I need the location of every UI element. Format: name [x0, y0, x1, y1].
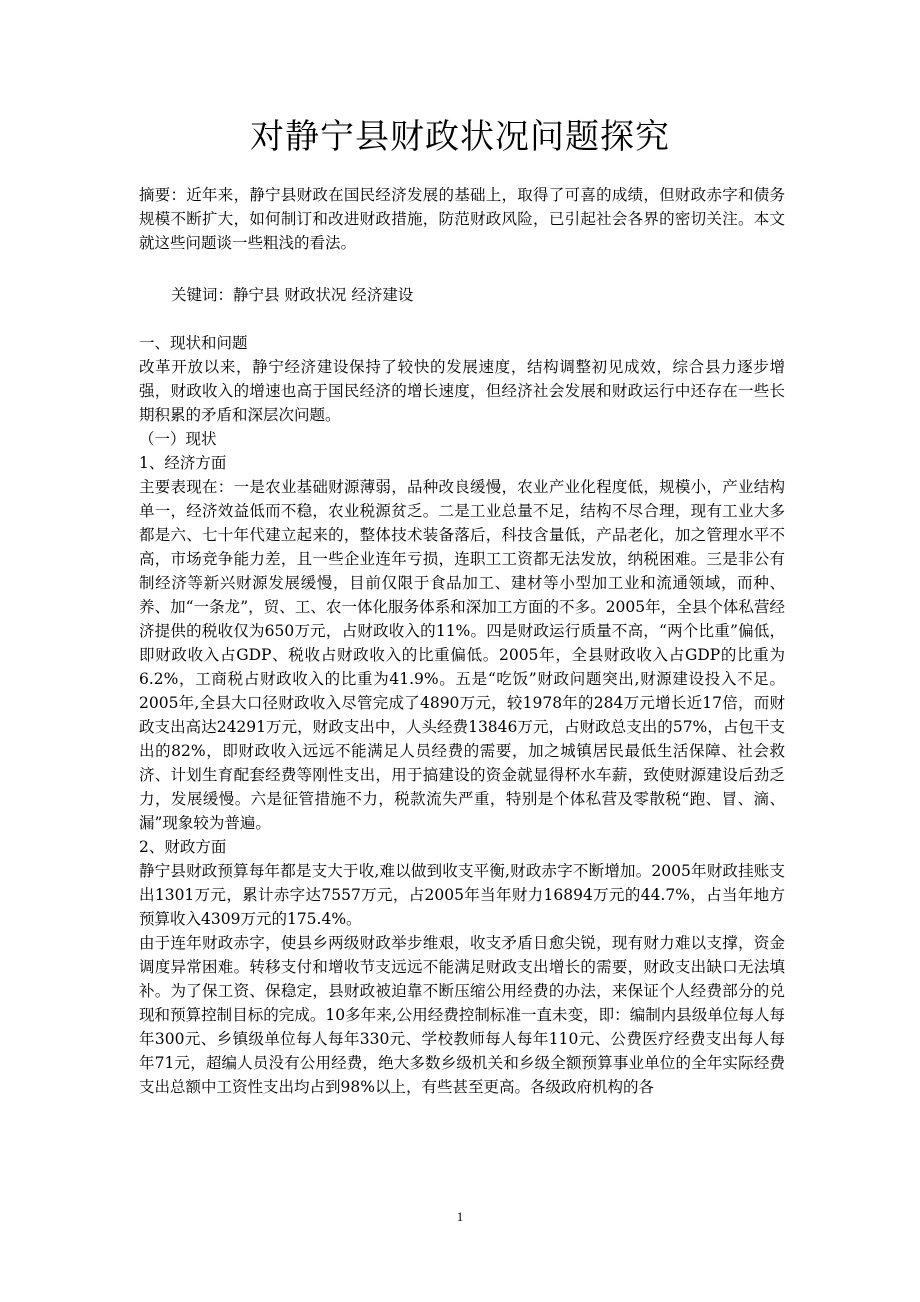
page-number: 1	[456, 1209, 464, 1224]
abstract	[139, 183, 785, 255]
subsection-heading: （一）现状	[139, 430, 217, 448]
abstract-text: 摘要：近年来，静宁县财政在国民经济发展的基础上，取得了可喜的成绩，但财政赤字和债务规模不断扩大，如何制订和改进财政措施，防范财政风险，已引起社会各界的密切关注。本文就这些问题谈一些粗浅的看法。	[139, 186, 785, 252]
document-title: 对静宁县财政状况问题探究	[250, 117, 670, 157]
subsection-heading: 1、经济方面	[139, 454, 227, 472]
paragraph: 改革开放以来，静宁经济建设保持了较快的发展速度，结构调整初见成效，综合县力逐步增强，财政收入的增速也高于国民经济的增长速度，但经济社会发展和财政运行中还存在一些长期积累的矛盾和深层次问题。	[139, 358, 785, 424]
section-heading: 一、现状和问题	[139, 334, 248, 352]
main-content	[139, 331, 785, 1099]
keywords: 关键词：静宁县 财政状况 经济建设	[171, 286, 414, 304]
paragraph: 静宁县财政预算每年都是支大于收,难以做到收支平衡,财政赤字不断增加。2005年财政挂账支出1301万元，累计赤字达7557万元，占2005年当年财力16894万元的44.7%，占当年地方预算收入4309万元的175.4%。	[139, 862, 785, 928]
paragraph: 主要表现在：一是农业基础财源薄弱，品种改良缓慢，农业产业化程度低，规模小，产业结构单一，经济效益低而不稳，农业税源贫乏。二是工业总量不足，结构不尽合理，现有工业大多都是六、七十年代建立起来的，整体技术装备落后，科技含量低，产品老化，加之管理水平不高，市场竞争能力差，且一些企业连年亏损，连职工工资都无法发放，纳税困难。三是非公有制经济等新兴财源发展缓慢，目前仅限于食品加工、建材等小型加工业和流通领域，而种、养、加“一条龙”，贸、工、农一体化服务体系和深加工方面的不多。2005年，全县个体私营经济提供的税收仅为650万元，占财政收入的11%。四是财政运行质量不高，“两个比重”偏低，即财政收入占GDP、税收占财政收入的比重偏低。2005年，全县财政收入占GDP的比重为6.2%，工商税占财政收入的比重为41.9%。五是“吃饭”财政问题突出,财源建设投入不足。2005年,全县大口径财政收入尽管完成了4890万元，较1978年的284万元增长近17倍，而财政支出高达24291万元，财政支出中，人头经费13846万元，占财政总支出的57%，占包干支出的82%，即财政收入远远不能满足人员经费的需要，加之城镇居民最低生活保障、社会救济、计划生育配套经费等刚性支出，用于搞建设的资金就显得杯水车薪，致使财源建设后劲乏力，发展缓慢。六是征管措施不力，税款流失严重，特别是个体私营及零散税“跑、冒、滴、漏”现象较为普遍。	[139, 478, 785, 832]
paragraph: 由于连年财政赤字，使县乡两级财政举步维艰，收支矛盾日愈尖锐，现有财力难以支撑，资金调度异常困难。转移支付和增收节支远远不能满足财政支出增长的需要，财政支出缺口无法填补。为了保工资、保稳定，县财政被迫靠不断压缩公用经费的办法，来保证个人经费部分的兑现和预算控制目标的完成。10多年来,公用经费控制标准一直未变，即：编制内县级单位每人每年300元、乡镇级单位每人每年330元、学校教师每人每年110元、公费医疗经费支出每人每年71元，超编人员没有公用经费，绝大多数乡级机关和乡级全额预算事业单位的全年实际经费支出总额中工资性支出均占到98%以上，有些甚至更高。各级政府机构的各	[139, 934, 785, 1096]
subsection-heading: 2、财政方面	[139, 838, 227, 856]
